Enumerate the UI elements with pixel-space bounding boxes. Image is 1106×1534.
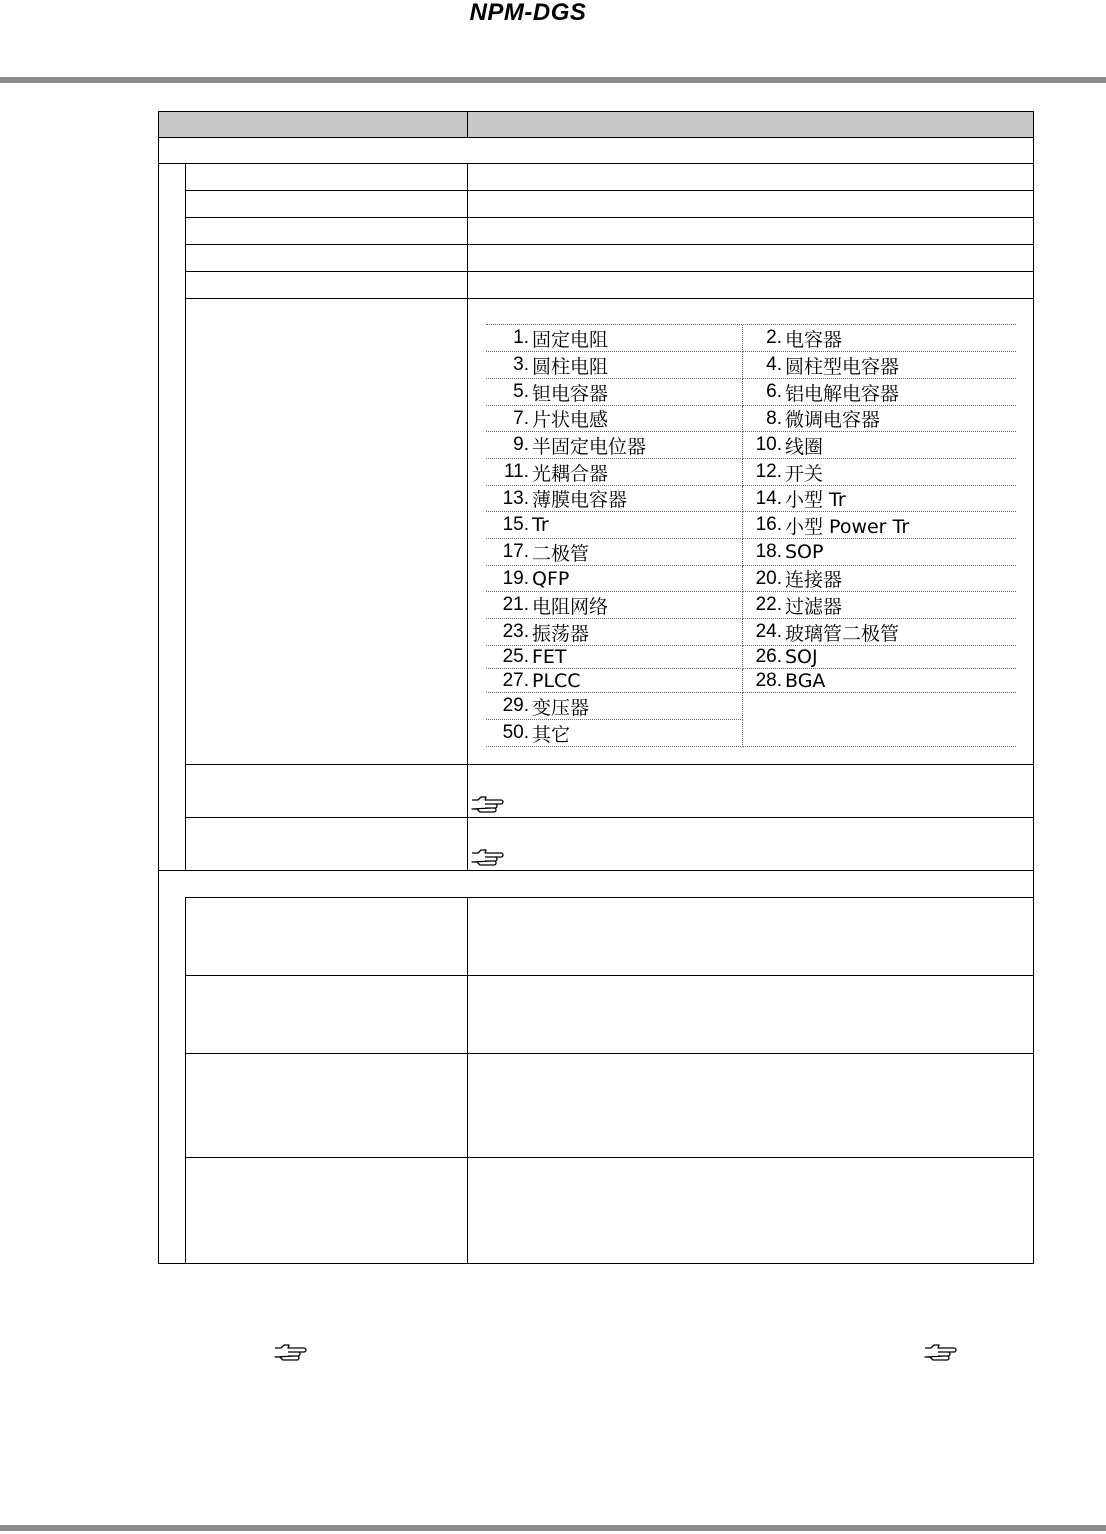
component-type-item xyxy=(743,325,1016,352)
component-type-number: 19. xyxy=(502,567,529,589)
component-type-number: 9. xyxy=(513,434,529,455)
component-type-number: 26. xyxy=(755,646,782,667)
component-type-item xyxy=(486,432,743,459)
component-type-item xyxy=(486,406,743,432)
component-type-item xyxy=(486,459,743,486)
component-type-label: 半固定电位器 xyxy=(532,435,647,458)
pointing-hand-icon xyxy=(923,1342,959,1362)
header-rule xyxy=(0,77,1106,83)
component-type-number: 2. xyxy=(766,327,782,348)
document-title: NPM-DGS xyxy=(469,0,587,26)
component-type-label: 铝电解电容器 xyxy=(785,382,900,405)
component-type-label: PLCC xyxy=(532,669,581,692)
component-type-number: 25. xyxy=(502,646,529,667)
list-item-empty xyxy=(743,693,1016,720)
component-type-label: 小型 Tr xyxy=(785,489,846,511)
component-type-number: 12. xyxy=(755,461,782,482)
component-type-item xyxy=(743,352,1016,379)
component-type-label: 薄膜电容器 xyxy=(532,489,628,511)
component-type-number: 10. xyxy=(755,434,782,455)
component-type-item xyxy=(743,646,1016,669)
component-type-label: 圆柱型电容器 xyxy=(785,355,900,378)
component-type-label: 振荡器 xyxy=(532,622,590,645)
component-type-item xyxy=(486,669,743,693)
component-type-item xyxy=(743,566,1016,592)
component-type-item xyxy=(743,486,1016,512)
component-type-number: 28. xyxy=(755,669,782,691)
component-type-item xyxy=(743,539,1016,566)
component-type-item xyxy=(486,592,743,619)
component-type-number: 5. xyxy=(513,381,529,402)
component-type-label: 钽电容器 xyxy=(532,382,609,405)
component-type-label: 二极管 xyxy=(532,542,590,565)
component-type-number: 7. xyxy=(513,407,529,429)
component-type-number: 13. xyxy=(502,487,529,509)
footer-rule xyxy=(0,1525,1106,1531)
component-type-label: 固定电阻 xyxy=(532,328,609,351)
component-type-label: 其它 xyxy=(532,723,571,746)
component-type-number: 22. xyxy=(755,594,782,615)
component-type-item xyxy=(743,432,1016,459)
component-type-item xyxy=(486,325,743,352)
component-type-number: 27. xyxy=(502,669,529,691)
component-type-number: 21. xyxy=(502,594,529,615)
component-type-label: 过滤器 xyxy=(785,595,843,618)
section-1-row xyxy=(158,163,1034,164)
component-type-number: 18. xyxy=(755,541,782,562)
component-type-label: SOP xyxy=(785,541,824,563)
section-2-row xyxy=(158,870,1034,871)
component-type-label: Tr xyxy=(532,514,549,536)
component-type-label: SOJ xyxy=(785,646,818,668)
component-type-item xyxy=(486,646,743,669)
component-type-label: 玻璃管二极管 xyxy=(785,622,900,645)
component-type-item xyxy=(486,720,743,747)
component-type-number: 17. xyxy=(502,541,529,562)
component-type-item xyxy=(743,669,1016,693)
component-type-number: 6. xyxy=(766,381,782,402)
component-type-label: FET xyxy=(532,646,567,668)
component-type-label: 线圈 xyxy=(785,435,824,458)
component-type-label: 电阻网络 xyxy=(532,595,609,618)
component-type-item xyxy=(486,512,743,539)
component-type-number: 8. xyxy=(766,407,782,429)
component-type-item xyxy=(486,379,743,406)
component-type-item xyxy=(743,379,1016,406)
pointing-hand-icon xyxy=(470,794,506,814)
component-type-number: 14. xyxy=(755,487,782,509)
component-type-label: QFP xyxy=(532,567,570,590)
component-type-item xyxy=(743,459,1016,486)
component-type-label: 片状电感 xyxy=(532,409,609,431)
component-type-number: 11. xyxy=(503,461,529,482)
component-type-item xyxy=(486,352,743,379)
component-type-item xyxy=(743,406,1016,432)
component-type-number: 23. xyxy=(502,621,529,642)
component-type-label: 开关 xyxy=(785,462,824,485)
component-type-label: 光耦合器 xyxy=(532,462,609,485)
component-type-label: 微调电容器 xyxy=(785,409,881,431)
component-type-number: 15. xyxy=(502,514,529,535)
component-type-number: 24. xyxy=(755,621,782,642)
pointing-hand-icon xyxy=(273,1342,309,1362)
component-type-number: 4. xyxy=(766,354,782,375)
component-type-item xyxy=(486,539,743,566)
component-type-label: 变压器 xyxy=(532,696,590,719)
component-type-list xyxy=(486,324,1016,747)
component-type-label: 连接器 xyxy=(785,569,843,591)
component-type-number: 20. xyxy=(755,567,782,589)
component-type-number: 3. xyxy=(513,354,529,375)
component-type-item xyxy=(486,619,743,646)
component-type-number: 50. xyxy=(502,722,529,743)
component-type-label: 圆柱电阻 xyxy=(532,355,609,378)
component-type-label: 电容器 xyxy=(785,328,843,351)
component-type-label: 小型 Power Tr xyxy=(785,515,910,538)
list-item-empty xyxy=(743,720,1016,747)
component-type-number: 29. xyxy=(502,695,529,716)
pointing-hand-icon xyxy=(470,847,506,867)
component-type-item xyxy=(486,566,743,592)
component-type-item xyxy=(743,512,1016,539)
component-type-item xyxy=(743,592,1016,619)
component-type-label: BGA xyxy=(785,669,826,692)
component-type-item xyxy=(743,619,1016,646)
component-type-item xyxy=(486,486,743,512)
component-type-number: 1. xyxy=(513,327,529,348)
component-type-item xyxy=(486,693,743,720)
component-type-number: 16. xyxy=(755,514,782,535)
